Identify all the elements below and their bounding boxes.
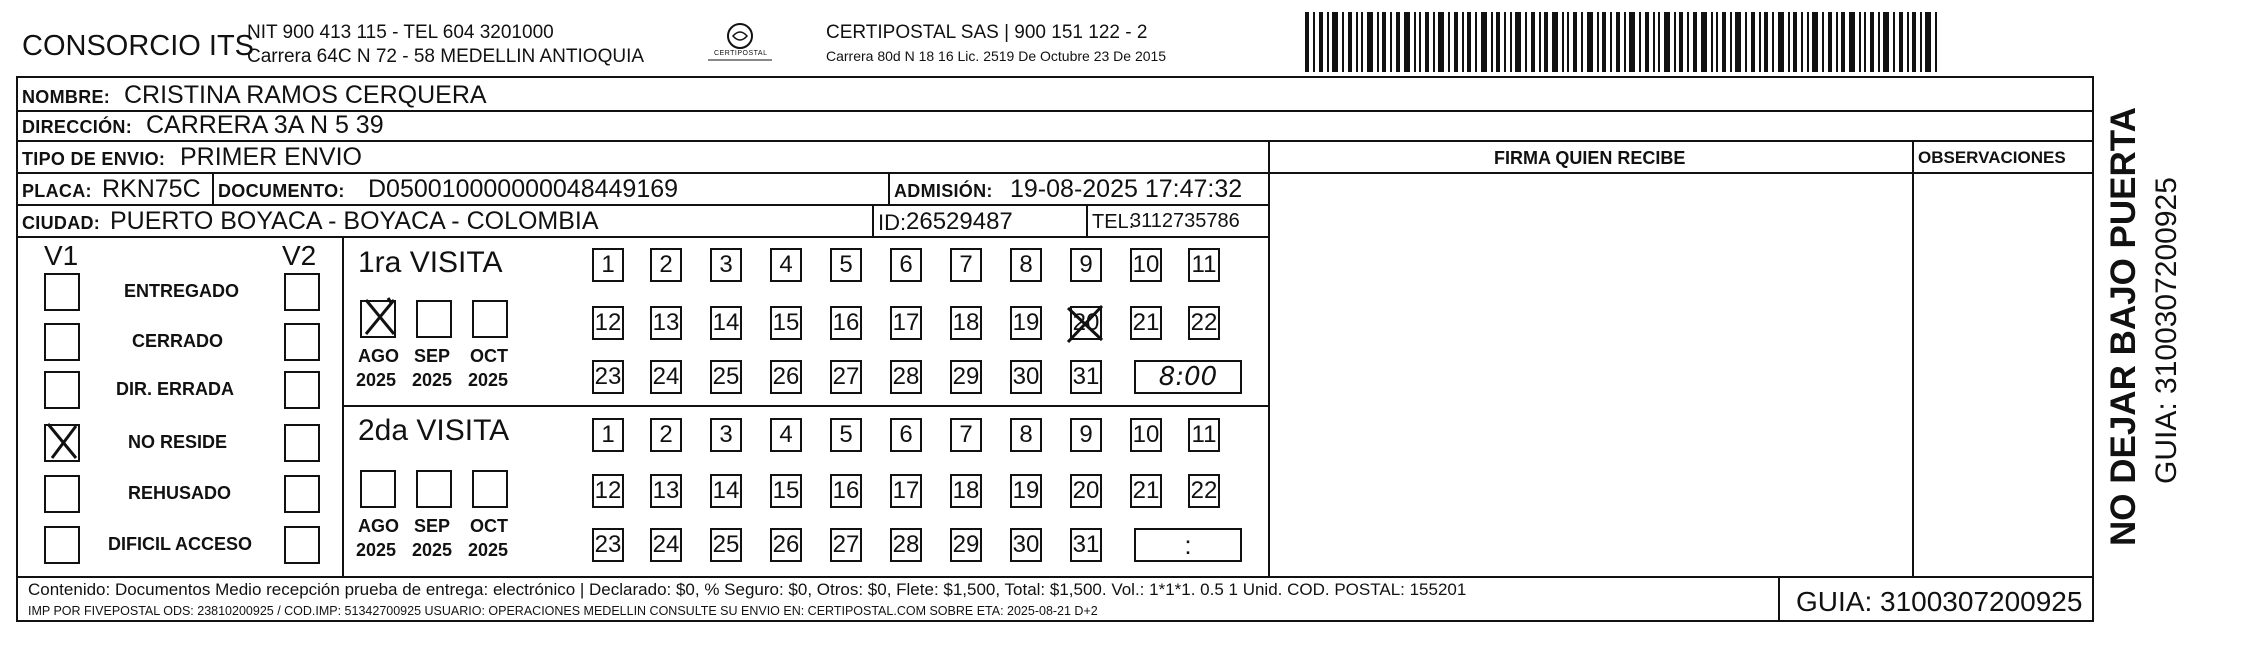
second-visit-day-box[interactable]: 7 (950, 418, 982, 452)
company-nit: NIT 900 413 115 - TEL 604 3201000 (247, 22, 554, 43)
second-visit-day-box[interactable]: 5 (830, 418, 862, 452)
first-visit-day-box[interactable]: 9 (1070, 248, 1102, 282)
footer-guia: GUIA: 3100307200925 (1796, 586, 2083, 617)
second-visit-day-box[interactable]: 22 (1188, 474, 1220, 508)
second-visit-day-box[interactable]: 1 (592, 418, 624, 452)
first-visit-day-box[interactable]: 14 (710, 306, 742, 340)
v2-checkbox-0[interactable] (284, 273, 320, 311)
v1-checkbox-2[interactable] (44, 371, 80, 409)
second-visit-day-box[interactable]: 8 (1010, 418, 1042, 452)
first-visit-day-box[interactable]: 5 (830, 248, 862, 282)
first-visit-month-label: AGO (358, 346, 400, 366)
company-address: Carrera 64C N 72 - 58 MEDELLIN ANTIOQUIA (247, 46, 645, 67)
first-visit-day-box[interactable]: 20 (1070, 306, 1102, 340)
second-visit-day-box[interactable]: 4 (770, 418, 802, 452)
second-visit-day-box[interactable]: 21 (1130, 474, 1162, 508)
second-visit-year-label: 2025 (468, 540, 509, 560)
documento-label: DOCUMENTO: (218, 181, 345, 201)
first-visit-day-box[interactable]: 2 (650, 248, 682, 282)
direccion-value: CARRERA 3A N 5 39 (146, 111, 384, 139)
v2-checkbox-3[interactable] (284, 424, 320, 462)
v1-checkbox-4[interactable] (44, 475, 80, 513)
first-visit-day-box[interactable]: 28 (890, 360, 922, 394)
second-visit-day-box[interactable]: 15 (770, 474, 802, 508)
first-visit-day-box[interactable]: 21 (1130, 306, 1162, 340)
first-visit-month-box[interactable] (416, 300, 452, 338)
placa-value: RKN75C (102, 175, 201, 203)
tel-value: 3112735786 (1130, 210, 1240, 232)
month-check-mark (358, 294, 402, 340)
second-visit-month-box[interactable] (416, 470, 452, 508)
first-visit-day-box[interactable]: 29 (950, 360, 982, 394)
first-visit-day-box[interactable]: 31 (1070, 360, 1102, 394)
first-visit-year-label: 2025 (356, 370, 397, 390)
status-option-label: DIR. ERRADA (116, 379, 235, 399)
second-visit-year-label: 2025 (412, 540, 453, 560)
first-visit-day-box[interactable]: 17 (890, 306, 922, 340)
second-visit-time-box[interactable]: : (1134, 528, 1242, 562)
direccion-label: DIRECCIÓN: (22, 117, 132, 137)
second-visit-label: 2da VISITA (358, 414, 510, 447)
second-visit-day-box[interactable]: 30 (1010, 528, 1042, 562)
status-option-label: ENTREGADO (124, 281, 240, 301)
second-visit-month-box[interactable] (472, 470, 508, 508)
second-visit-day-box[interactable]: 27 (830, 528, 862, 562)
v1-label: V1 (44, 240, 79, 271)
admision-value: 19-08-2025 17:47:32 (1010, 175, 1243, 203)
second-visit-day-box[interactable]: 28 (890, 528, 922, 562)
second-visit-day-box[interactable]: 29 (950, 528, 982, 562)
first-visit-month-label: OCT (470, 346, 508, 366)
second-visit-day-box[interactable]: 23 (592, 528, 624, 562)
first-visit-day-box[interactable]: 30 (1010, 360, 1042, 394)
first-visit-label: 1ra VISITA (358, 246, 503, 279)
barcode (1305, 12, 1937, 72)
second-visit-month-label: SEP (414, 516, 451, 536)
second-visit-day-box[interactable]: 6 (890, 418, 922, 452)
v2-checkbox-2[interactable] (284, 371, 320, 409)
first-visit-day-box[interactable]: 10 (1130, 248, 1162, 282)
second-visit-day-box[interactable]: 9 (1070, 418, 1102, 452)
second-visit-day-box[interactable]: 31 (1070, 528, 1102, 562)
first-visit-day-box[interactable]: 8 (1010, 248, 1042, 282)
first-visit-day-box[interactable]: 25 (710, 360, 742, 394)
first-visit-day-box[interactable]: 27 (830, 360, 862, 394)
id-label: ID: (878, 210, 907, 235)
v2-checkbox-4[interactable] (284, 475, 320, 513)
second-visit-day-box[interactable]: 2 (650, 418, 682, 452)
day-check-mark (1062, 302, 1108, 346)
second-visit-month-label: AGO (358, 516, 400, 536)
footer-imp: IMP POR FIVEPOSTAL ODS: 23810200925 / COD.IMP: 51342700925 USUARIO: OPERACIONES MEDELLIN CONSULTE SU ENVIO EN: CERTIPOSTAL.COM SOBRE ETA: 2025-08-21 D+2 (28, 604, 1098, 618)
second-visit-day-box[interactable]: 16 (830, 474, 862, 508)
documento-value: D050010000000048449169 (368, 175, 679, 203)
side-warning: NO DEJAR BAJO PUERTA (2104, 107, 2143, 546)
placa-label: PLACA: (22, 181, 92, 201)
second-visit-day-box[interactable]: 24 (650, 528, 682, 562)
second-visit-day-box[interactable]: 18 (950, 474, 982, 508)
logo-text: CERTIPOSTAL (714, 50, 768, 57)
ciudad-value: PUERTO BOYACA - BOYACA - COLOMBIA (110, 207, 599, 235)
first-visit-day-box[interactable]: 16 (830, 306, 862, 340)
v2-label: V2 (282, 240, 317, 271)
side-guia: GUIA: 3100307200925 (2150, 177, 2183, 484)
second-visit-month-label: OCT (470, 516, 508, 536)
first-visit-day-box[interactable]: 18 (950, 306, 982, 340)
firma-label: FIRMA QUIEN RECIBE (1494, 148, 1686, 168)
first-visit-day-box[interactable]: 12 (592, 306, 624, 340)
company-name: CONSORCIO ITS (22, 30, 255, 62)
first-visit-day-box[interactable]: 6 (890, 248, 922, 282)
first-visit-day-box[interactable]: 7 (950, 248, 982, 282)
second-visit-day-box[interactable]: 20 (1070, 474, 1102, 508)
tipo-envio-label: TIPO DE ENVIO: (22, 149, 166, 169)
status-option-label: REHUSADO (128, 483, 232, 503)
first-visit-day-box[interactable]: 22 (1188, 306, 1220, 340)
v1-checkbox-5[interactable] (44, 526, 80, 564)
check-x-mark (42, 420, 82, 462)
tel-label: TEL: (1092, 211, 1135, 233)
observaciones-label: OBSERVACIONES (1918, 148, 2066, 167)
v1-checkbox-0[interactable] (44, 273, 80, 311)
first-visit-time-box[interactable]: 8:00 (1134, 360, 1242, 394)
second-visit-day-box[interactable]: 11 (1188, 418, 1220, 452)
certipostal-logo (700, 20, 780, 68)
status-option-label: DIFICIL ACCESO (108, 534, 253, 554)
v2-checkbox-1[interactable] (284, 323, 320, 361)
first-visit-day-box[interactable]: 4 (770, 248, 802, 282)
nombre-value: CRISTINA RAMOS CERQUERA (124, 81, 487, 109)
second-visit-day-box[interactable]: 19 (1010, 474, 1042, 508)
footer-contenido: Contenido: Documentos Medio recepción prueba de entrega: electrónico | Declarado: $0, % Seguro: $0, Otros: $0, Flete: $1,500, Total: $1,500. Vol.: 1*1*1. 0.5 1 Unid. COD. POSTAL: 155201 (28, 580, 1467, 599)
admision-label: ADMISIÓN: (894, 181, 993, 201)
status-option-label: NO RESIDE (128, 432, 228, 452)
second-visit-day-box[interactable]: 13 (650, 474, 682, 508)
second-visit-year-label: 2025 (356, 540, 397, 560)
second-visit-day-box[interactable]: 26 (770, 528, 802, 562)
tipo-envio-value: PRIMER ENVIO (180, 143, 362, 171)
first-visit-day-box[interactable]: 26 (770, 360, 802, 394)
second-visit-day-box[interactable]: 10 (1130, 418, 1162, 452)
first-visit-day-box[interactable]: 23 (592, 360, 624, 394)
first-visit-month-label: SEP (414, 346, 451, 366)
second-visit-day-box[interactable]: 25 (710, 528, 742, 562)
first-visit-day-box[interactable]: 24 (650, 360, 682, 394)
carrier-license: Carrera 80d N 18 16 Lic. 2519 De Octubre 23 De 2015 (826, 48, 1167, 64)
id-value: 26529487 (906, 208, 1013, 235)
second-visit-day-box[interactable]: 14 (710, 474, 742, 508)
second-visit-day-box[interactable]: 17 (890, 474, 922, 508)
ciudad-label: CIUDAD: (22, 213, 101, 233)
first-visit-year-label: 2025 (468, 370, 509, 390)
second-visit-month-box[interactable] (360, 470, 396, 508)
first-visit-day-box[interactable]: 13 (650, 306, 682, 340)
v2-checkbox-5[interactable] (284, 526, 320, 564)
first-visit-day-box[interactable]: 15 (770, 306, 802, 340)
first-visit-day-box[interactable]: 1 (592, 248, 624, 282)
first-visit-year-label: 2025 (412, 370, 453, 390)
carrier-name: CERTIPOSTAL SAS | 900 151 122 - 2 (826, 22, 1148, 43)
first-visit-day-box[interactable]: 3 (710, 248, 742, 282)
second-visit-day-box[interactable]: 12 (592, 474, 624, 508)
first-visit-month-box[interactable] (472, 300, 508, 338)
first-visit-day-box[interactable]: 11 (1188, 248, 1220, 282)
v1-checkbox-1[interactable] (44, 323, 80, 361)
first-visit-day-box[interactable]: 19 (1010, 306, 1042, 340)
status-option-label: CERRADO (132, 331, 224, 351)
nombre-label: NOMBRE: (22, 87, 111, 107)
second-visit-day-box[interactable]: 3 (710, 418, 742, 452)
